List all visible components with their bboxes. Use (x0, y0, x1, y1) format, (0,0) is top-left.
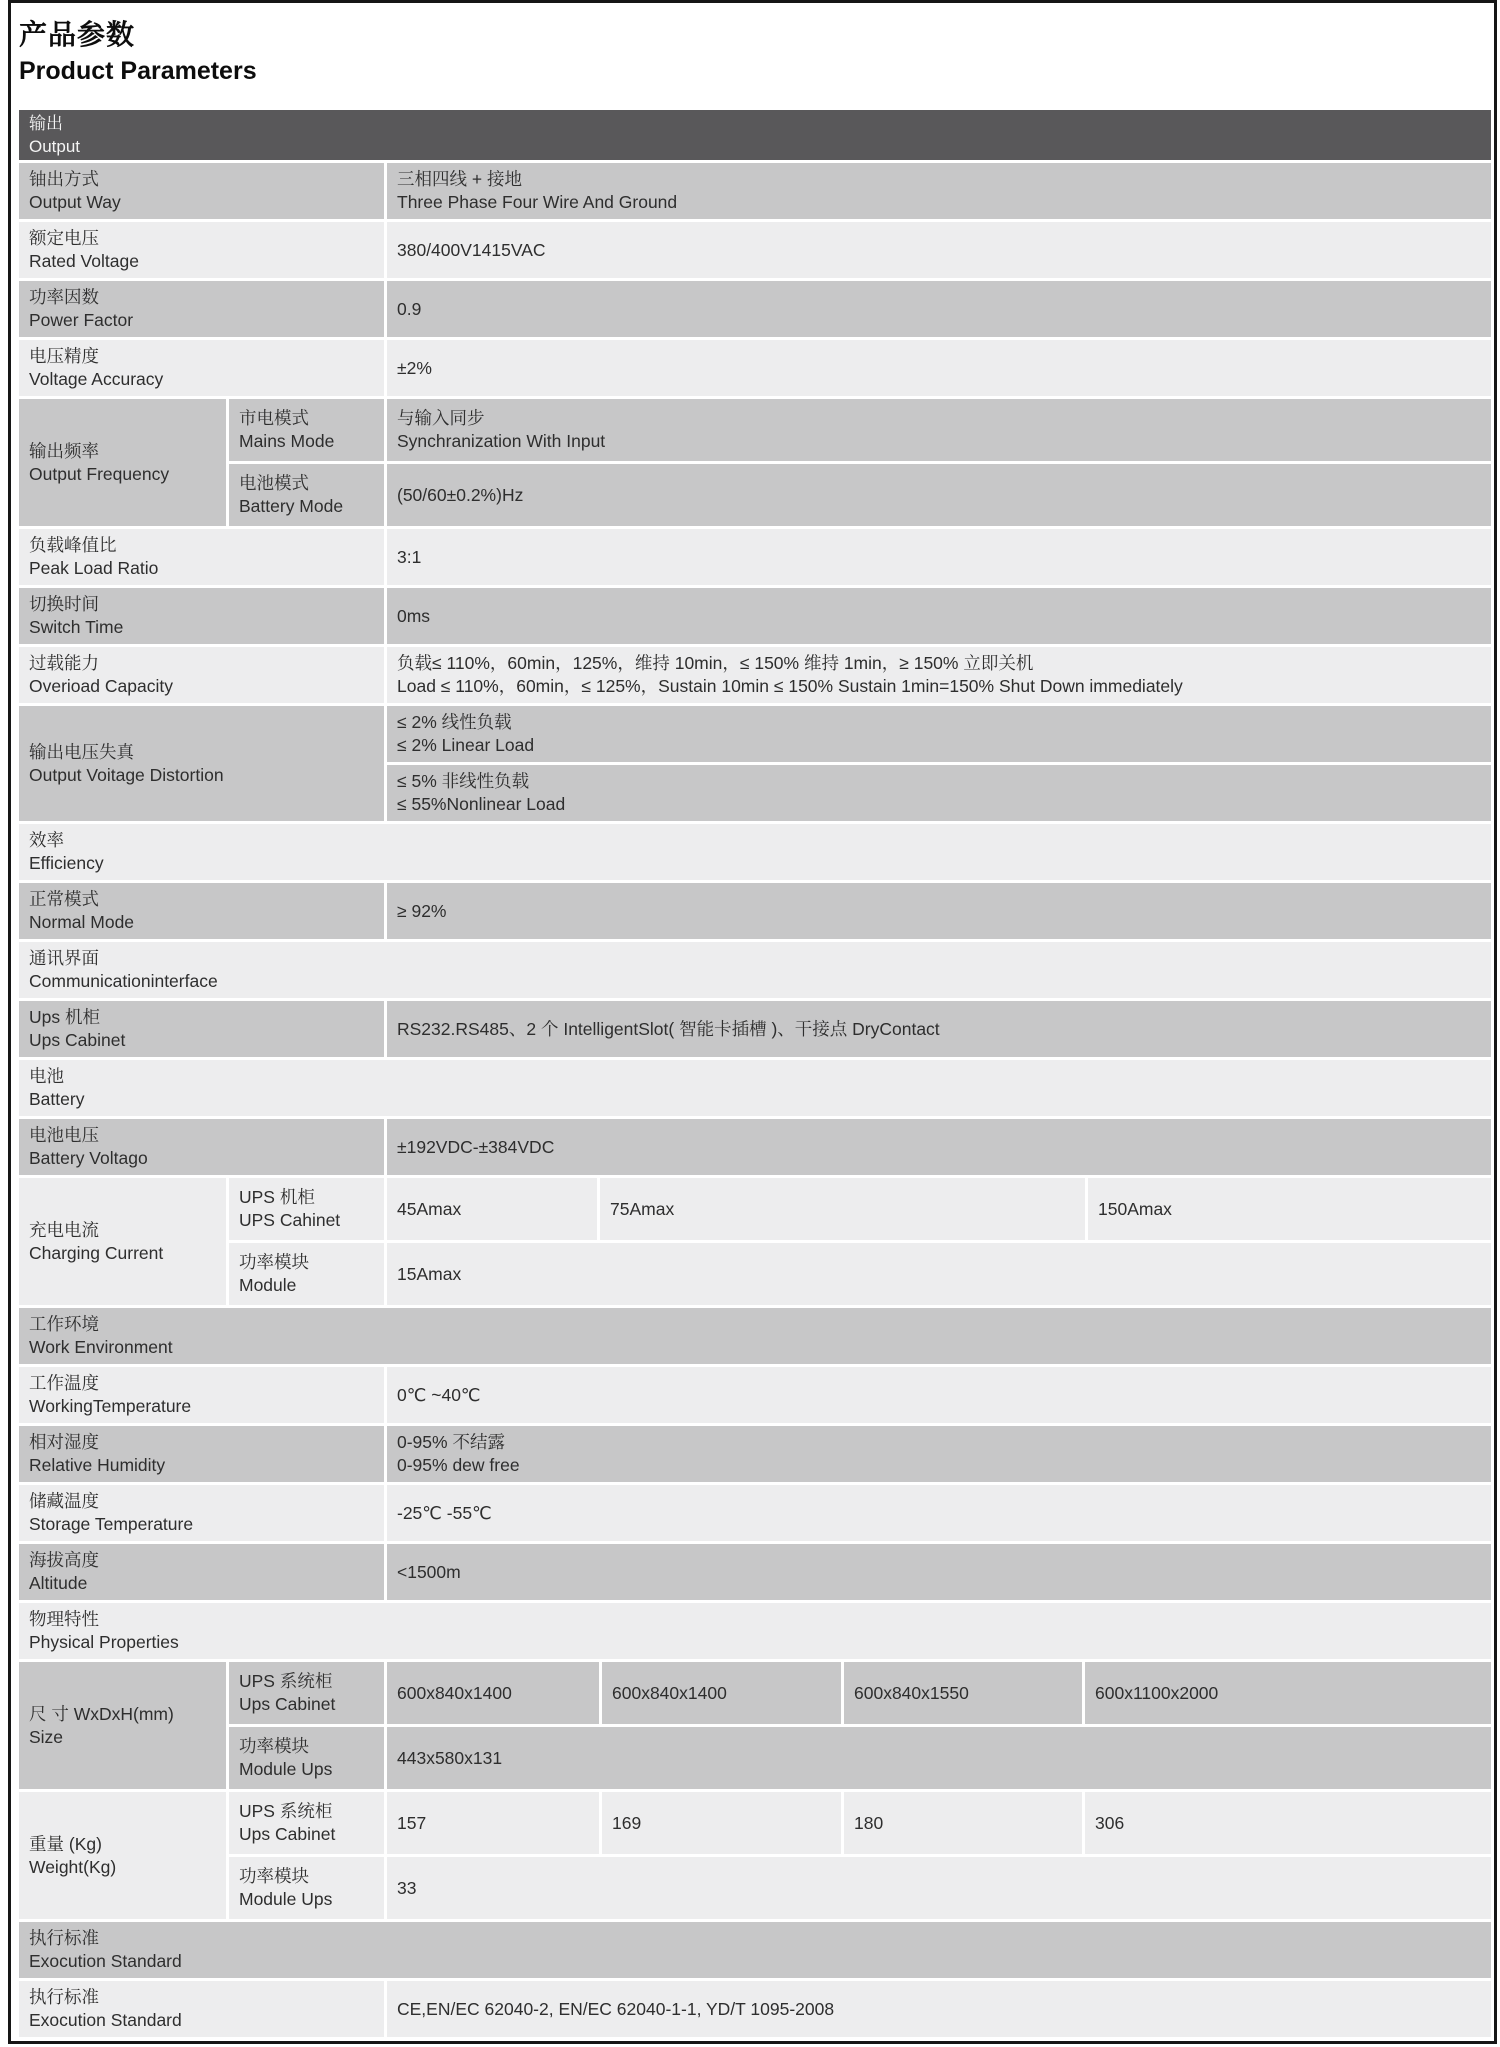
value-line: 负载≤ 110%，60min，125%，维持 10min，≤ 150% 维持 1min，≥ 150% 立即关机 (397, 653, 1034, 673)
table-row (19, 706, 1491, 821)
value-line: 600x840x1400 (397, 1682, 512, 1703)
label-text-cn: 执行标准 (29, 1987, 99, 2007)
label-text-cn: 铀出方式 (29, 169, 99, 189)
sub-label-en: UPS Cahinet (239, 1210, 341, 1230)
value-line: Load ≤ 110%，60min，≤ 125%，Sustain 10min ≤ 150% Sustain 1min=150% Shut Down immediately (397, 676, 1183, 696)
value-line: RS232.RS485、2 个 IntelligentSlot( 智能卡插槽 )、干接点 DryContact (397, 1018, 940, 1039)
row-label-cell (19, 647, 384, 703)
value-cell (387, 1243, 1491, 1305)
section-title-en: Output (29, 137, 81, 156)
table-row (19, 1119, 1491, 1175)
section-title-en: Communicationinterface (29, 971, 218, 991)
row-value-cell (387, 706, 1491, 762)
value-line: 380/400V1415VAC (397, 239, 546, 260)
value-line: 600x1100x2000 (1095, 1682, 1219, 1703)
label-text-cn: 过载能力 (29, 653, 99, 673)
sub-label-en: Module Ups (239, 1759, 333, 1779)
label-text-cn: 负载峰值比 (29, 535, 117, 555)
sub-label-cn: UPS 机柜 (239, 1187, 315, 1207)
label-text-en: Weight(Kg) (29, 1856, 117, 1877)
group-row (19, 1178, 1491, 1305)
row-label-cell (19, 1662, 226, 1789)
section-title-cn: 工作环境 (29, 1314, 99, 1334)
sub-row (229, 1792, 1491, 1854)
row-label-cell (19, 1485, 384, 1541)
sub-rows-column (229, 1662, 1491, 1789)
value-cell (600, 1178, 1085, 1240)
label-text-cn: 额定电压 (29, 228, 99, 248)
section-header-cell (19, 110, 1491, 160)
value-line: 75Amax (610, 1198, 675, 1219)
value-line: 三相四线 + 接地 (397, 169, 522, 189)
row-label-cell (19, 399, 226, 526)
label-text-cn: 充电电流 (29, 1219, 99, 1240)
row-label-cell (19, 340, 384, 396)
row-label-cell (19, 1544, 384, 1600)
value-line: 33 (397, 1877, 417, 1898)
value-line: 15Amax (397, 1263, 462, 1284)
label-text-en: Rated Voltage (29, 251, 139, 271)
value-line: ≤ 55%Nonlinear Load (397, 794, 566, 814)
sub-label-cn: UPS 系统柜 (239, 1671, 333, 1691)
page-title-en: Product Parameters (19, 57, 257, 85)
subsection-header-row (19, 1308, 1491, 1364)
subsection-header-row (19, 1922, 1491, 1978)
group-row (19, 1792, 1491, 1919)
row-value-cell (387, 1544, 1491, 1600)
label-text-en: Size (29, 1726, 64, 1747)
label-text-en: Output Frequency (29, 463, 170, 484)
subsection-header-row (19, 1060, 1491, 1116)
section-header-cell (19, 1922, 1491, 1978)
value-line: ±2% (397, 357, 432, 378)
table-row (19, 1426, 1491, 1482)
section-title-cn: 电池 (29, 1066, 64, 1086)
value-cell (844, 1792, 1082, 1854)
table-row (19, 883, 1491, 939)
sub-label-cell (229, 1727, 384, 1789)
value-line: -25℃ -55℃ (397, 1502, 492, 1523)
row-label-cell (19, 529, 384, 585)
section-header-cell (19, 1308, 1491, 1364)
label-text-en: Output Way (29, 192, 121, 212)
value-cell (387, 1792, 599, 1854)
row-value-cell (387, 883, 1491, 939)
row-label-cell (19, 883, 384, 939)
value-line: 0ms (397, 605, 431, 626)
row-value-cell (387, 1367, 1491, 1423)
sub-label-cn: 电池模式 (239, 473, 309, 493)
stacked-value-column (387, 706, 1491, 821)
label-text-cn: 相对湿度 (29, 1432, 99, 1452)
value-cell (602, 1662, 841, 1724)
sub-label-cn: 功率模块 (239, 1866, 309, 1886)
value-line: 169 (612, 1812, 642, 1833)
value-line: 0℃ ~40℃ (397, 1384, 481, 1405)
row-value-cell (387, 340, 1491, 396)
value-line: 45Amax (397, 1198, 462, 1219)
value-line: 600x840x1550 (854, 1682, 969, 1703)
value-line: Synchranization With Input (397, 431, 606, 451)
table-row (19, 1544, 1491, 1600)
label-text-en: WorkingTemperature (29, 1396, 192, 1416)
sub-label-cn: UPS 系统柜 (239, 1801, 333, 1821)
value-line: <1500m (397, 1561, 461, 1582)
sub-label-en: Module Ups (239, 1889, 333, 1909)
page (8, 0, 1497, 2044)
page-title-cn: 产品参数 (19, 19, 136, 50)
label-text-en: Relative Humidity (29, 1455, 166, 1475)
row-value-cell (387, 281, 1491, 337)
value-line: 与输入同步 (397, 408, 485, 428)
group-row (19, 1662, 1491, 1789)
group-row (19, 399, 1491, 526)
value-line: 0.9 (397, 298, 422, 319)
sub-label-cell (229, 1662, 384, 1724)
label-text-en: Peak Load Ratio (29, 558, 159, 578)
value-cell (844, 1662, 1082, 1724)
sub-label-cell (229, 1178, 384, 1240)
row-label-cell (19, 706, 384, 821)
row-label-cell (19, 588, 384, 644)
label-text-cn: 尺 寸 WxDxH(mm) (29, 1703, 174, 1724)
value-line: ±192VDC-±384VDC (397, 1136, 555, 1157)
value-cell (387, 1178, 597, 1240)
row-label-cell (19, 1178, 226, 1305)
row-label-cell (19, 163, 384, 219)
section-title-cn: 效率 (29, 830, 64, 850)
value-cell (387, 1727, 1491, 1789)
section-title-en: Battery (29, 1089, 85, 1109)
label-text-en: Voltage Accuracy (29, 369, 164, 389)
table-row (19, 281, 1491, 337)
label-text-en: Power Factor (29, 310, 134, 330)
sub-row (229, 1662, 1491, 1724)
sub-label-cell (229, 1857, 384, 1919)
label-text-cn: 电压精度 (29, 346, 99, 366)
value-line: ≥ 92% (397, 900, 447, 921)
label-text-en: Overioad Capacity (29, 676, 173, 696)
value-cell (1088, 1178, 1491, 1240)
section-header-row (19, 110, 1491, 160)
row-label-cell (19, 1792, 226, 1919)
row-label-cell (19, 1367, 384, 1423)
row-value-cell (387, 647, 1491, 703)
label-text-cn: 储藏温度 (29, 1491, 99, 1511)
table-row (19, 222, 1491, 278)
value-line: 0-95% 不结露 (397, 1432, 505, 1452)
table-row (19, 529, 1491, 585)
row-label-cell (19, 1001, 384, 1057)
sub-label-cell (229, 464, 384, 526)
sub-label-en: Module (239, 1275, 297, 1295)
sub-label-en: Ups Cabinet (239, 1694, 336, 1714)
row-label-cell (19, 1981, 384, 2037)
table-row (19, 1981, 1491, 2037)
value-line: 157 (397, 1812, 427, 1833)
label-text-cn: Ups 机柜 (29, 1007, 100, 1027)
sub-label-cell (229, 1243, 384, 1305)
section-title-en: Efficiency (29, 853, 104, 873)
subsection-header-row (19, 1603, 1491, 1659)
sub-label-cell (229, 1792, 384, 1854)
row-label-cell (19, 222, 384, 278)
sub-label-cell (229, 399, 384, 461)
row-label-cell (19, 1119, 384, 1175)
label-text-cn: 重量 (Kg) (29, 1833, 102, 1854)
label-text-en: Switch Time (29, 617, 124, 637)
value-line: CE,EN/EC 62040-2, EN/EC 62040-1-1, YD/T 1095-2008 (397, 1998, 835, 2019)
section-header-cell (19, 1603, 1491, 1659)
section-header-cell (19, 942, 1491, 998)
section-title-en: Physical Properties (29, 1632, 179, 1652)
sub-rows-column (229, 399, 1491, 526)
value-line: 600x840x1400 (612, 1682, 727, 1703)
parameters-table (19, 110, 1491, 2037)
label-text-en: Normal Mode (29, 912, 135, 932)
sub-row (229, 1178, 1491, 1240)
sub-row (229, 399, 1491, 461)
value-cell (602, 1792, 841, 1854)
value-line: 180 (854, 1812, 884, 1833)
value-line: Three Phase Four Wire And Ground (397, 192, 678, 212)
value-line: ≤ 2% 线性负载 (397, 712, 512, 732)
value-cell (1085, 1792, 1491, 1854)
table-row (19, 588, 1491, 644)
value-cell (387, 399, 1491, 461)
value-line: (50/60±0.2%)Hz (397, 484, 524, 505)
table-row (19, 340, 1491, 396)
value-line: 443x580x131 (397, 1747, 503, 1768)
label-text-cn: 工作温度 (29, 1373, 99, 1393)
label-text-en: Exocution Standard (29, 2010, 182, 2030)
value-line: 306 (1095, 1812, 1125, 1833)
label-text-en: Output Voitage Distortion (29, 764, 224, 785)
row-label-cell (19, 1426, 384, 1482)
row-value-cell (387, 163, 1491, 219)
sub-label-en: Mains Mode (239, 431, 335, 451)
label-text-en: Storage Temperature (29, 1514, 194, 1534)
table-row (19, 1367, 1491, 1423)
sub-rows-column (229, 1178, 1491, 1305)
table-row (19, 163, 1491, 219)
section-title-cn: 通讯界面 (29, 948, 99, 968)
label-text-cn: 输出频率 (29, 440, 99, 461)
sub-row (229, 1857, 1491, 1919)
row-value-cell (387, 765, 1491, 821)
section-title-en: Work Environment (29, 1337, 173, 1357)
value-line: ≤ 5% 非线性负载 (397, 771, 530, 791)
row-value-cell (387, 222, 1491, 278)
sub-label-cn: 功率模块 (239, 1252, 309, 1272)
sub-row (229, 464, 1491, 526)
subsection-header-row (19, 942, 1491, 998)
section-title-en: Exocution Standard (29, 1951, 182, 1971)
label-text-cn: 功率因数 (29, 287, 99, 307)
value-cell (387, 1662, 599, 1724)
label-text-en: Ups Cabinet (29, 1030, 126, 1050)
label-text-cn: 输出电压失真 (29, 741, 134, 762)
section-title-cn: 执行标准 (29, 1928, 99, 1948)
label-text-cn: 正常模式 (29, 889, 99, 909)
row-value-cell (387, 1981, 1491, 2037)
row-value-cell (387, 529, 1491, 585)
label-text-en: Battery Voltago (29, 1148, 148, 1168)
row-value-cell (387, 1426, 1491, 1482)
value-line: ≤ 2% Linear Load (397, 735, 535, 755)
table-row (19, 647, 1491, 703)
label-text-cn: 海拔高度 (29, 1550, 99, 1570)
sub-label-cn: 功率模块 (239, 1736, 309, 1756)
value-cell (387, 464, 1491, 526)
value-line: 3:1 (397, 546, 422, 567)
section-header-cell (19, 1060, 1491, 1116)
label-text-cn: 切换时间 (29, 594, 99, 614)
sub-label-en: Battery Mode (239, 496, 344, 516)
label-text-en: Charging Current (29, 1242, 164, 1263)
value-line: 150Amax (1098, 1198, 1172, 1219)
sub-rows-column (229, 1792, 1491, 1919)
value-cell (1085, 1662, 1491, 1724)
section-header-cell (19, 824, 1491, 880)
sub-row (229, 1243, 1491, 1305)
label-text-en: Altitude (29, 1573, 88, 1593)
sub-label-en: Ups Cabinet (239, 1824, 336, 1844)
value-cell (387, 1857, 1491, 1919)
subsection-header-row (19, 824, 1491, 880)
section-title-cn: 输出 (29, 114, 63, 133)
row-value-cell (387, 1119, 1491, 1175)
row-value-cell (387, 588, 1491, 644)
row-value-cell (387, 1485, 1491, 1541)
sub-row (229, 1727, 1491, 1789)
sub-label-cn: 市电模式 (239, 408, 309, 428)
table-row (19, 1001, 1491, 1057)
section-title-cn: 物理特性 (29, 1609, 99, 1629)
value-line: 0-95% dew free (397, 1455, 520, 1475)
row-label-cell (19, 281, 384, 337)
row-value-cell (387, 1001, 1491, 1057)
label-text-cn: 电池电压 (29, 1125, 99, 1145)
table-row (19, 1485, 1491, 1541)
